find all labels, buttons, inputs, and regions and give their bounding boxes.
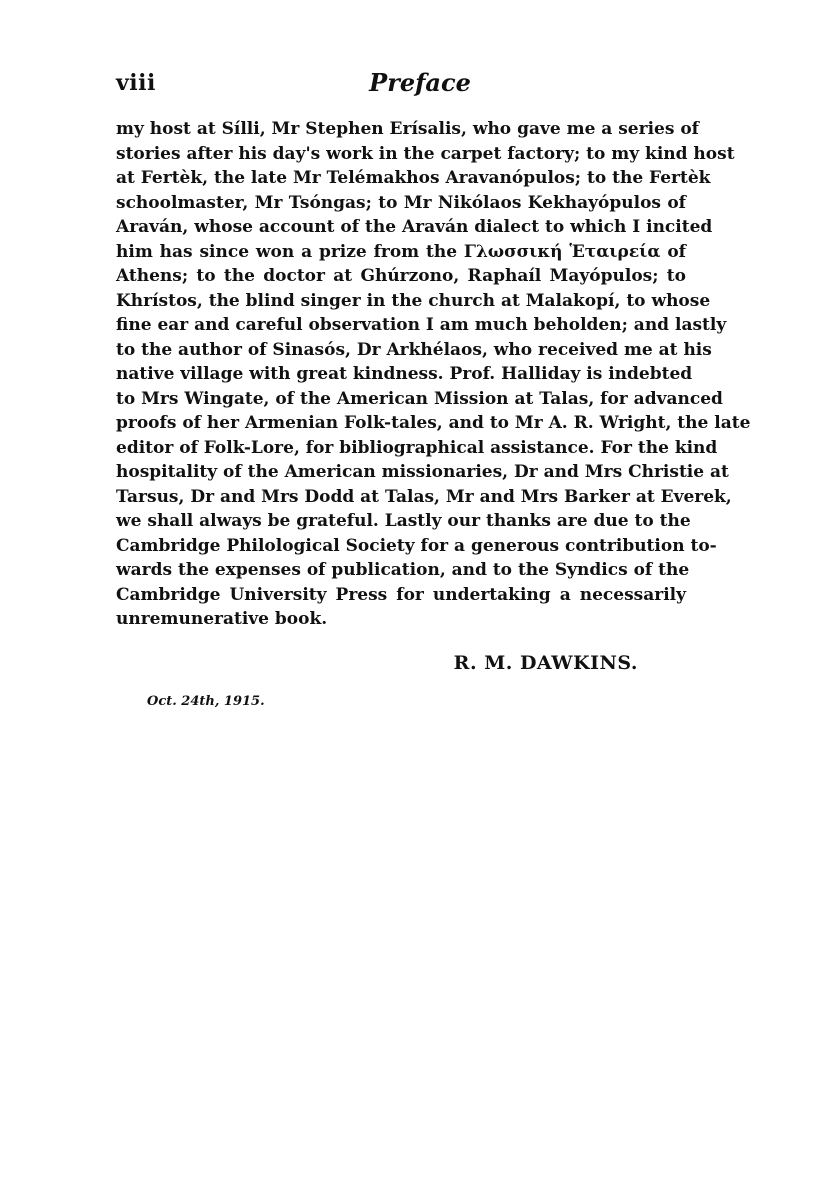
text-line: at Fertèk, the late Mr Telémakhos Aravanópulos; to the Fertèk bbox=[116, 168, 711, 188]
text-line: Athens; to the doctor at Ghúrzono, Raphaíl Mayópulos; to bbox=[116, 266, 686, 286]
page-number: viii bbox=[116, 70, 156, 96]
text-line: Tarsus, Dr and Mrs Dodd at Talas, Mr and Mrs Barker at Everek, bbox=[116, 486, 732, 507]
text-line: Araván, whose account of the Araván dialect to which I incited bbox=[116, 217, 713, 237]
text-line: stories after his day's work in the carpet factory; to my kind host bbox=[116, 143, 735, 164]
text-line: schoolmaster, Mr Tsóngas; to Mr Nikólaos Kekhayópulos of bbox=[116, 192, 686, 213]
text-line: my host at Sílli, Mr Stephen Erísalis, who gave me a series of bbox=[116, 119, 699, 139]
text-line: to Mrs Wingate, of the American Mission at Talas, for advanced bbox=[116, 388, 723, 409]
text-line: editor of Folk-Lore, for bibliographical assistance. For the kind bbox=[116, 437, 718, 458]
text-line: Khrístos, the blind singer in the church at Malakopí, to whose bbox=[116, 290, 711, 311]
text-line: fine ear and careful observation I am much beholden; and lastly bbox=[116, 315, 727, 335]
text-line: we shall always be grateful. Lastly our thanks are due to the bbox=[116, 511, 691, 531]
text-line: hospitality of the American missionaries, Dr and Mrs Christie at bbox=[116, 462, 729, 482]
text-line: proofs of her Armenian Folk-tales, and to Mr A. R. Wright, the late bbox=[116, 413, 751, 433]
preface-date: Oct. 24th, 1915. bbox=[147, 694, 265, 709]
text-line: unremunerative book. bbox=[116, 609, 328, 629]
text-line: him has since won a prize from the Γλωσσική Ἑταιρεία of bbox=[116, 241, 686, 262]
text-line: wards the expenses of publication, and to the Syndics of the bbox=[116, 560, 690, 580]
preface-body bbox=[116, 117, 751, 632]
text-line: to the author of Sinasós, Dr Arkhélaos, who received me at his bbox=[116, 339, 712, 360]
running-head: Preface bbox=[369, 68, 471, 97]
author-signature: R. M. DAWKINS. bbox=[453, 652, 638, 674]
text-line: native village with great kindness. Prof. Halliday is indebted bbox=[116, 364, 693, 384]
text-line: Cambridge University Press for undertaking a necessarily bbox=[116, 584, 686, 605]
text-line: Cambridge Philological Society for a generous contribution to- bbox=[116, 535, 717, 556]
